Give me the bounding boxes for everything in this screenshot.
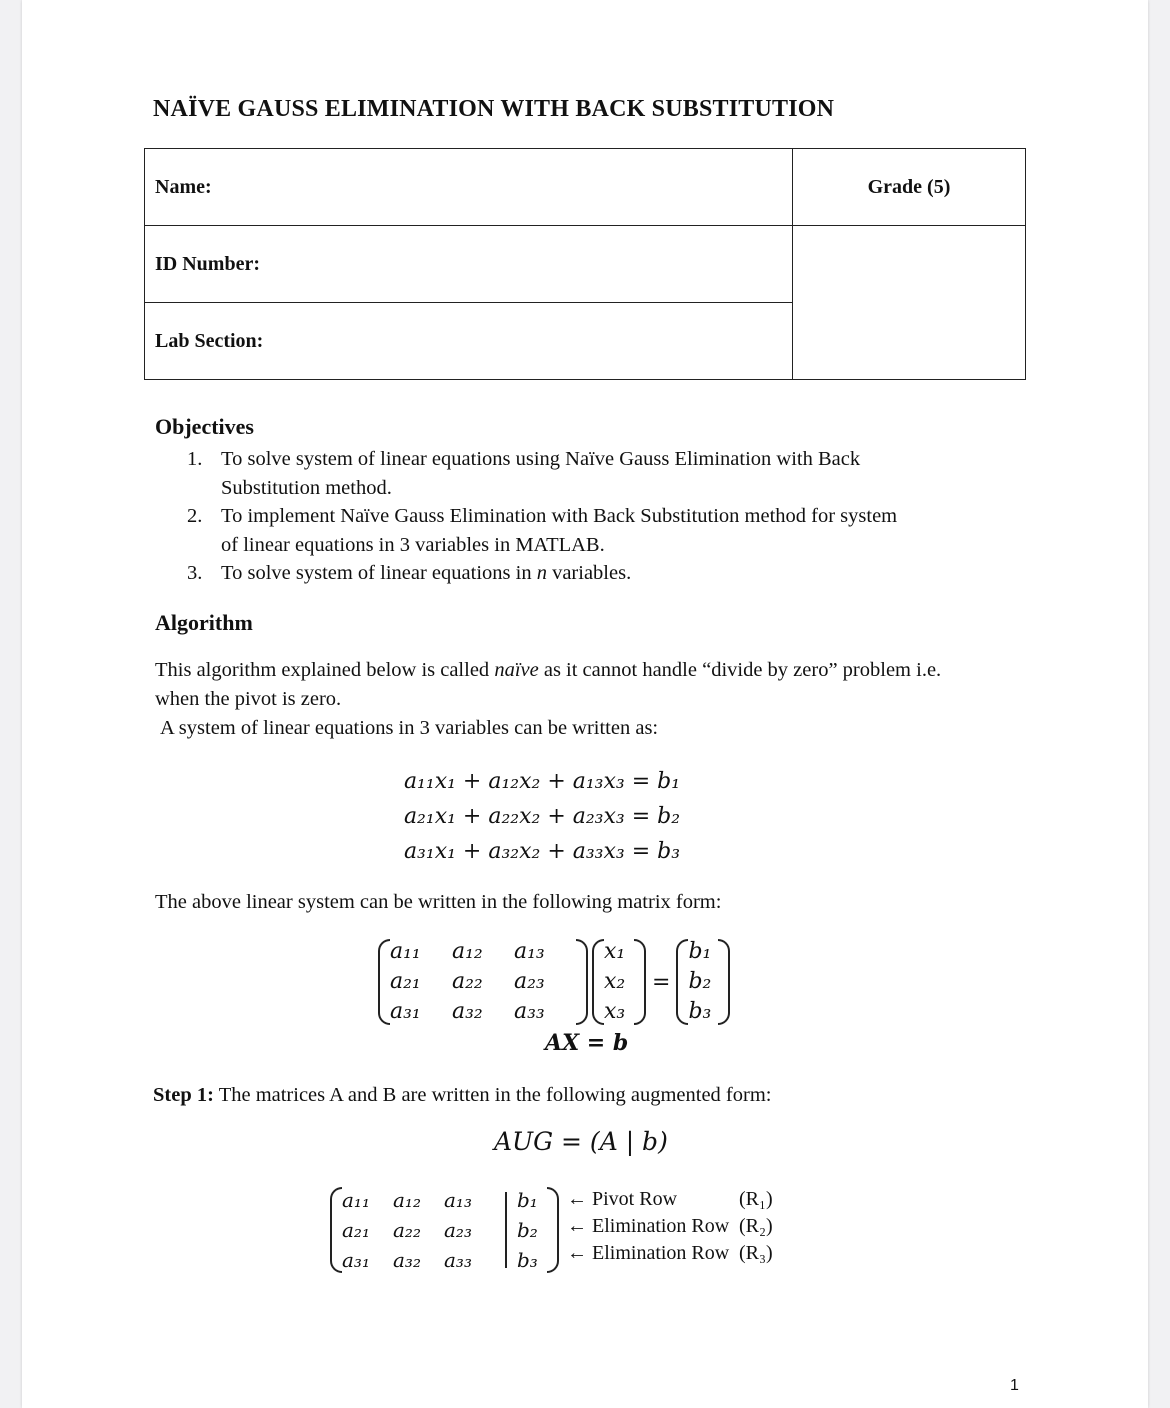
- matrix-entry: a₂₂: [452, 969, 483, 994]
- matrix-entry: a₂₁: [390, 969, 421, 994]
- matrix-entry: a₁₃: [444, 1188, 472, 1212]
- algorithm-heading: Algorithm: [155, 610, 253, 635]
- item-text: To solve system of linear equations using Naïve Gauss Elimination with Back: [221, 448, 861, 470]
- text: This algorithm explained below is called: [155, 659, 495, 681]
- matrix-entry: b₃: [688, 999, 712, 1024]
- item-number: 2.: [187, 505, 203, 527]
- row-label-3: [567, 1240, 773, 1267]
- vector-x: [604, 938, 634, 1026]
- equation-2: a₂₁x₁ + a₂₂x₂ + a₂₃x₃ = b₂: [403, 804, 681, 829]
- vector-b: [517, 1186, 547, 1274]
- left-paren: [378, 939, 390, 1025]
- matrix-entry: a₂₃: [514, 969, 545, 994]
- item-text: To implement Naïve Gauss Elimination with Back Substitution method for system: [221, 505, 898, 527]
- matrix-entry: a₂₁: [342, 1218, 370, 1242]
- tag: (R₃): [739, 1242, 773, 1264]
- matrix-a: [390, 938, 576, 1026]
- label: ← Pivot Row: [567, 1188, 678, 1210]
- emphasis: naïve: [494, 659, 539, 681]
- item-text: To solve system of linear equations in: [221, 562, 537, 584]
- matrix-entry: b₂: [688, 969, 712, 994]
- tag: (R₁): [739, 1188, 773, 1210]
- objectives-heading: Objectives: [155, 414, 254, 439]
- matrix-entry: a₃₃: [444, 1248, 472, 1272]
- text: as it cannot handle “divide by zero” problem i.e.: [538, 659, 942, 681]
- matrix-entry: b₁: [688, 939, 712, 964]
- matrix-intro: The above linear system can be written in the following matrix form:: [155, 891, 722, 913]
- row-label-2: [567, 1213, 773, 1240]
- matrix-entry: a₁₂: [452, 939, 483, 964]
- equation-3: a₃₁x₁ + a₃₂x₂ + a₃₃x₃ = b₃: [403, 839, 681, 864]
- augment-separator: [505, 1192, 507, 1268]
- item-text: of linear equations in 3 variables in MATLAB.: [221, 533, 605, 556]
- matrix-entry: a₁₁: [342, 1188, 370, 1212]
- student-info-table: [144, 148, 1026, 380]
- left-paren: [330, 1187, 342, 1273]
- label: ← Elimination Row: [567, 1215, 730, 1237]
- objectives-list: [155, 445, 1055, 588]
- grade-cell[interactable]: [793, 226, 1026, 380]
- variable-n: n: [536, 562, 547, 584]
- text: A system of linear equations in 3 variables can be written as:: [160, 717, 659, 739]
- grade-header: Grade (5): [793, 149, 1026, 226]
- document-title: NAÏVE GAUSS ELIMINATION WITH BACK SUBSTITUTION: [153, 96, 835, 122]
- matrix-entry: a₃₂: [452, 999, 483, 1024]
- item-number: 1.: [187, 448, 203, 470]
- matrix-entry: a₂₃: [444, 1218, 472, 1242]
- tag: (R₂): [739, 1215, 773, 1237]
- matrix-entry: a₃₂: [393, 1248, 421, 1272]
- augmented-matrix: [330, 1186, 559, 1274]
- id-number-field[interactable]: ID Number:: [145, 226, 793, 303]
- item-text: Substitution method.: [221, 476, 392, 499]
- right-paren: [634, 939, 646, 1025]
- matrix-entry: b₁: [517, 1188, 538, 1212]
- vector-b: [688, 938, 718, 1026]
- equals-sign: =: [652, 969, 671, 995]
- linear-equations: [0, 764, 1084, 869]
- step-label: Step 1:: [153, 1084, 214, 1106]
- matrix-entry: a₁₂: [393, 1188, 421, 1212]
- row-labels: [567, 1186, 773, 1267]
- item-text: variables.: [546, 562, 632, 584]
- matrix-entry: a₁₁: [390, 939, 421, 964]
- matrix-entry: a₃₃: [514, 999, 545, 1024]
- label: ← Elimination Row: [567, 1242, 730, 1264]
- ax-equals-b: AX = b: [545, 1030, 629, 1056]
- page-number: 1: [1010, 1377, 1019, 1394]
- name-field[interactable]: Name:: [145, 149, 793, 226]
- equation-1: a₁₁x₁ + a₁₂x₂ + a₁₃x₃ = b₁: [403, 769, 681, 794]
- item-number: 3.: [187, 562, 203, 584]
- right-paren: [718, 939, 730, 1025]
- matrix-entry: x₂: [604, 969, 626, 994]
- algorithm-intro: [155, 656, 1055, 743]
- step-1-text: [153, 1081, 771, 1110]
- left-paren: [592, 939, 604, 1025]
- matrix-entry: b₂: [517, 1218, 538, 1242]
- text: when the pivot is zero.: [155, 688, 342, 710]
- left-paren: [676, 939, 688, 1025]
- objectives-section: [155, 414, 254, 440]
- matrix-entry: a₃₁: [342, 1248, 370, 1272]
- matrix-a: [342, 1186, 495, 1274]
- matrix-entry: x₁: [604, 939, 626, 964]
- matrix-entry: a₂₂: [393, 1218, 421, 1242]
- list-item: [155, 445, 1055, 502]
- matrix-equation: [378, 938, 730, 1026]
- list-item: [155, 559, 1055, 588]
- list-item: [155, 502, 1055, 559]
- matrix-entry: a₃₁: [390, 999, 421, 1024]
- matrix-entry: a₁₃: [514, 939, 545, 964]
- row-label-1: [567, 1186, 773, 1213]
- matrix-entry: x₃: [604, 999, 626, 1024]
- aug-equation: AUG = (A | b): [494, 1127, 668, 1156]
- right-paren: [576, 939, 588, 1025]
- matrix-entry: b₃: [517, 1248, 538, 1272]
- text: The matrices A and B are written in the following augmented form:: [213, 1084, 772, 1106]
- right-paren: [547, 1187, 559, 1273]
- lab-section-field[interactable]: Lab Section:: [145, 303, 793, 380]
